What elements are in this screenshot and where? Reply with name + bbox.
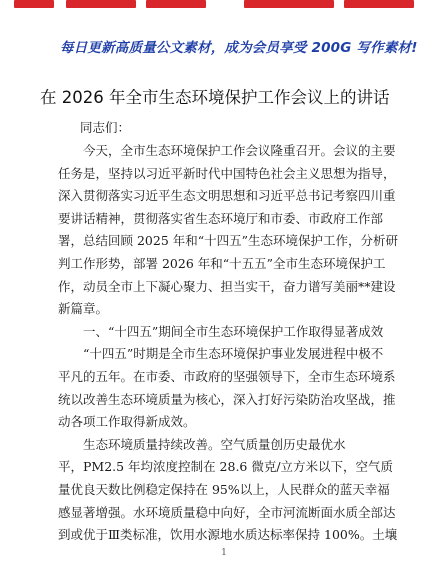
body-line: “十四五”时期是全市生态环境保护事业发展进程中极不 <box>83 346 384 362</box>
body-line: 今天，全市生态环境保护工作会议隆重召开。会议的主要 <box>83 143 396 158</box>
body-line: 深入贯彻落实习近平生态文明思想和习近平总书记考察四川重 <box>58 188 396 204</box>
body-line: 平，PM2.5 年均浓度控制在 28.6 微克/立方米以下，空气质 <box>58 459 394 475</box>
salutation: 同志们： <box>80 120 131 135</box>
promo-banner-text[interactable]: 每日更新高质量公文素材，成为会员享受 200G 写作素材! <box>60 40 418 56</box>
body-line: 新篇章。 <box>58 301 109 317</box>
body-line: 感显著增强。水环境质量稳中向好，全市河流断面水质全部达 <box>58 504 396 520</box>
document-title: 在 2026 年全市生态环境保护工作会议上的讲话 <box>40 88 390 107</box>
body-line: 生态环境质量持续改善。空气质量创历史最优水 <box>83 436 346 452</box>
document-body <box>58 140 399 547</box>
body-line: 要讲话精神，贯彻落实省生态环境厅和市委、市政府工作部 <box>58 210 384 226</box>
body-line: 作，动员全市上下凝心聚力、担当实干，奋力谱写美丽**建设 <box>58 278 396 294</box>
section-heading: 一、“十四五”期间全市生态环境保护工作取得显著成效 <box>83 323 384 339</box>
body-line: 到或优于Ⅲ类标准，饮用水源地水质达标率保持 100%。土壤 <box>58 527 398 543</box>
top-banner-strip <box>14 0 414 10</box>
body-line: 平凡的五年。在市委、市政府的坚强领导下，全市生态环境系 <box>58 368 396 384</box>
body-line: 署，总结回顾 2025 年和“十四五”生态环境保护工作，分析研 <box>58 233 399 249</box>
body-line: 量优良天数比例稳定保持在 95%以上，人民群众的蓝天幸福 <box>58 481 390 497</box>
body-line: 判工作形势，部署 2026 年和“十五五”全市生态环境保护工 <box>58 255 386 271</box>
body-line: 统以改善生态环境质量为核心，深入打好污染防治攻坚战，推 <box>58 391 396 407</box>
page-number: 1 <box>221 548 227 558</box>
body-line: 动各项工作取得新成效。 <box>58 414 196 430</box>
body-line: 任务是，坚持以习近平新时代中国特色社会主义思想为指导， <box>58 165 396 181</box>
